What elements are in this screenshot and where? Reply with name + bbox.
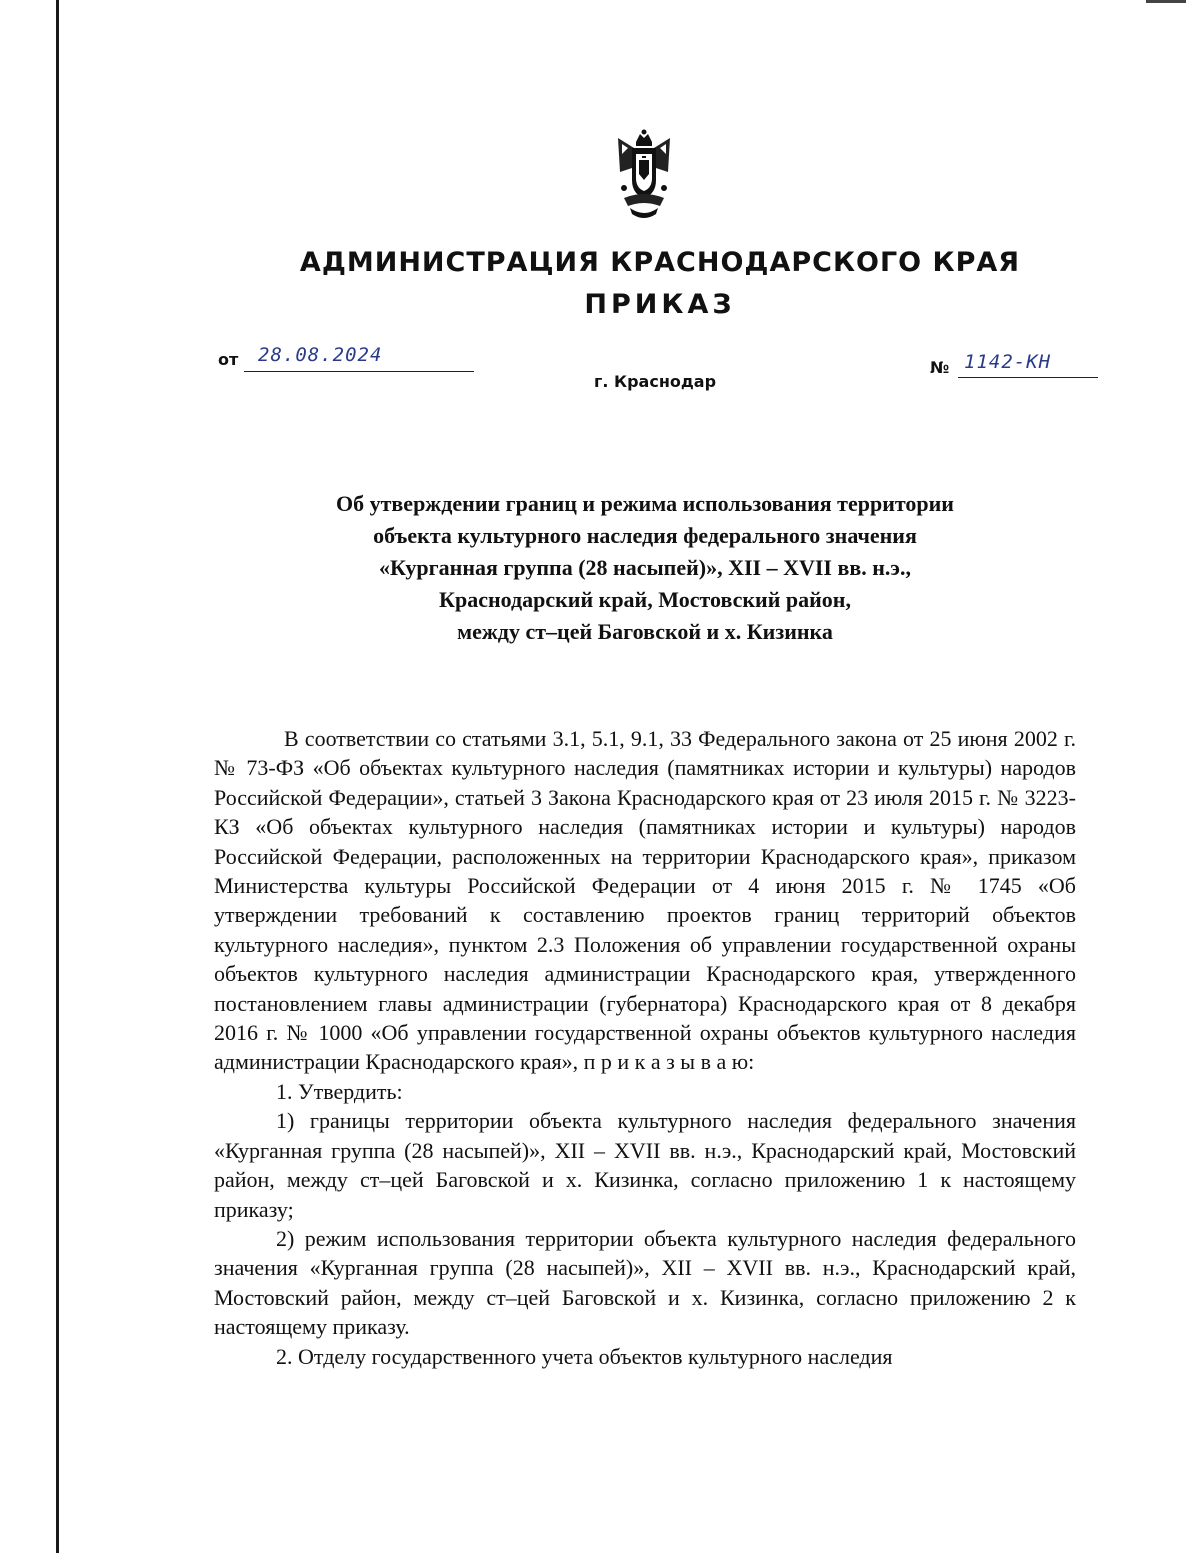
preamble-paragraph: В соответствии со статьями 3.1, 5.1, 9.1, 33 Федерального закона от 25 июня 2002 г. № 73-ФЗ «Об объектах культурного наследия (памятниках истории и культуры) народов Российской Федерации», статьей 3 Закона Краснодарского края от 23 июля 2015 г. № 3223-КЗ «Об объектах культурного наследия (памятниках истории и культуры) народов Российской Федерации, расположенных на территории Краснодарского края», приказом Министерства культуры Российской Федерации от 4 июня 2015 г. № 1745 «Об утверждении требований к составлению проектов границ территорий объектов культурного наследия», пунктом 2.3 Положения об управлении государственной охраны объектов культурного наследия администрации Краснодарского края, утвержденного постановлением главы администрации (губернатора) Краснодарского края от 8 декабря 2016 г. № 1000 «Об управлении государственной охраны объектов культурного наследия администрации Краснодарского края», п р и к а з ы в а ю: [214,726,1076,1075]
document-title [250,488,1040,648]
order-item-2: 2. Отделу государственного учета объектов культурного наследия [276,1343,893,1369]
title-line: Об утверждении границ и режима использования территории [336,491,954,516]
title-line: между ст–цей Баговской и х. Кизинка [457,619,833,644]
order-item-1-1: 1) границы территории объекта культурного наследия федерального значения «Курганная группа (28 насыпей)», XII – XVII вв. н.э., Краснодарский край, Мостовский район, между ст–цей Баговской и х. Кизинка, согласно приложению 1 к настоящему приказу; [214,1108,1076,1222]
organization-name: АДМИНИСТРАЦИЯ КРАСНОДАРСКОГО КРАЯ [299,247,1021,278]
date-value: 28.08.2024 [258,344,383,366]
number-label: № [930,358,950,377]
page-corner-mark [1146,0,1186,3]
document-type: ПРИКАЗ [584,289,736,320]
document-body [214,724,1076,1371]
order-item-1-2: 2) режим использования территории объекта культурного наследия федерального значения «Курганная группа (28 насыпей)», XII – XVII вв. н.э., Краснодарский край, Мостовский район, между ст–цей Баговской и х. Кизинка, согласно приложению 2 к настоящему приказу. [214,1225,1076,1340]
page-left-edge [56,0,59,1553]
title-line: «Курганная группа (28 насыпей)», XII – XVII вв. н.э., [379,555,911,580]
title-line: объекта культурного наследия федерального значения [373,523,917,548]
city: г. Краснодар [594,372,717,391]
date-label: от [218,350,239,369]
order-item-1: 1. Утвердить: [276,1078,403,1104]
number-underline [958,376,1098,378]
date-underline [244,370,474,372]
title-line: Краснодарский край, Мостовский район, [439,587,851,612]
krasnodar-coat-of-arms-icon [612,128,676,222]
document-number: 1142-КН [964,351,1052,373]
